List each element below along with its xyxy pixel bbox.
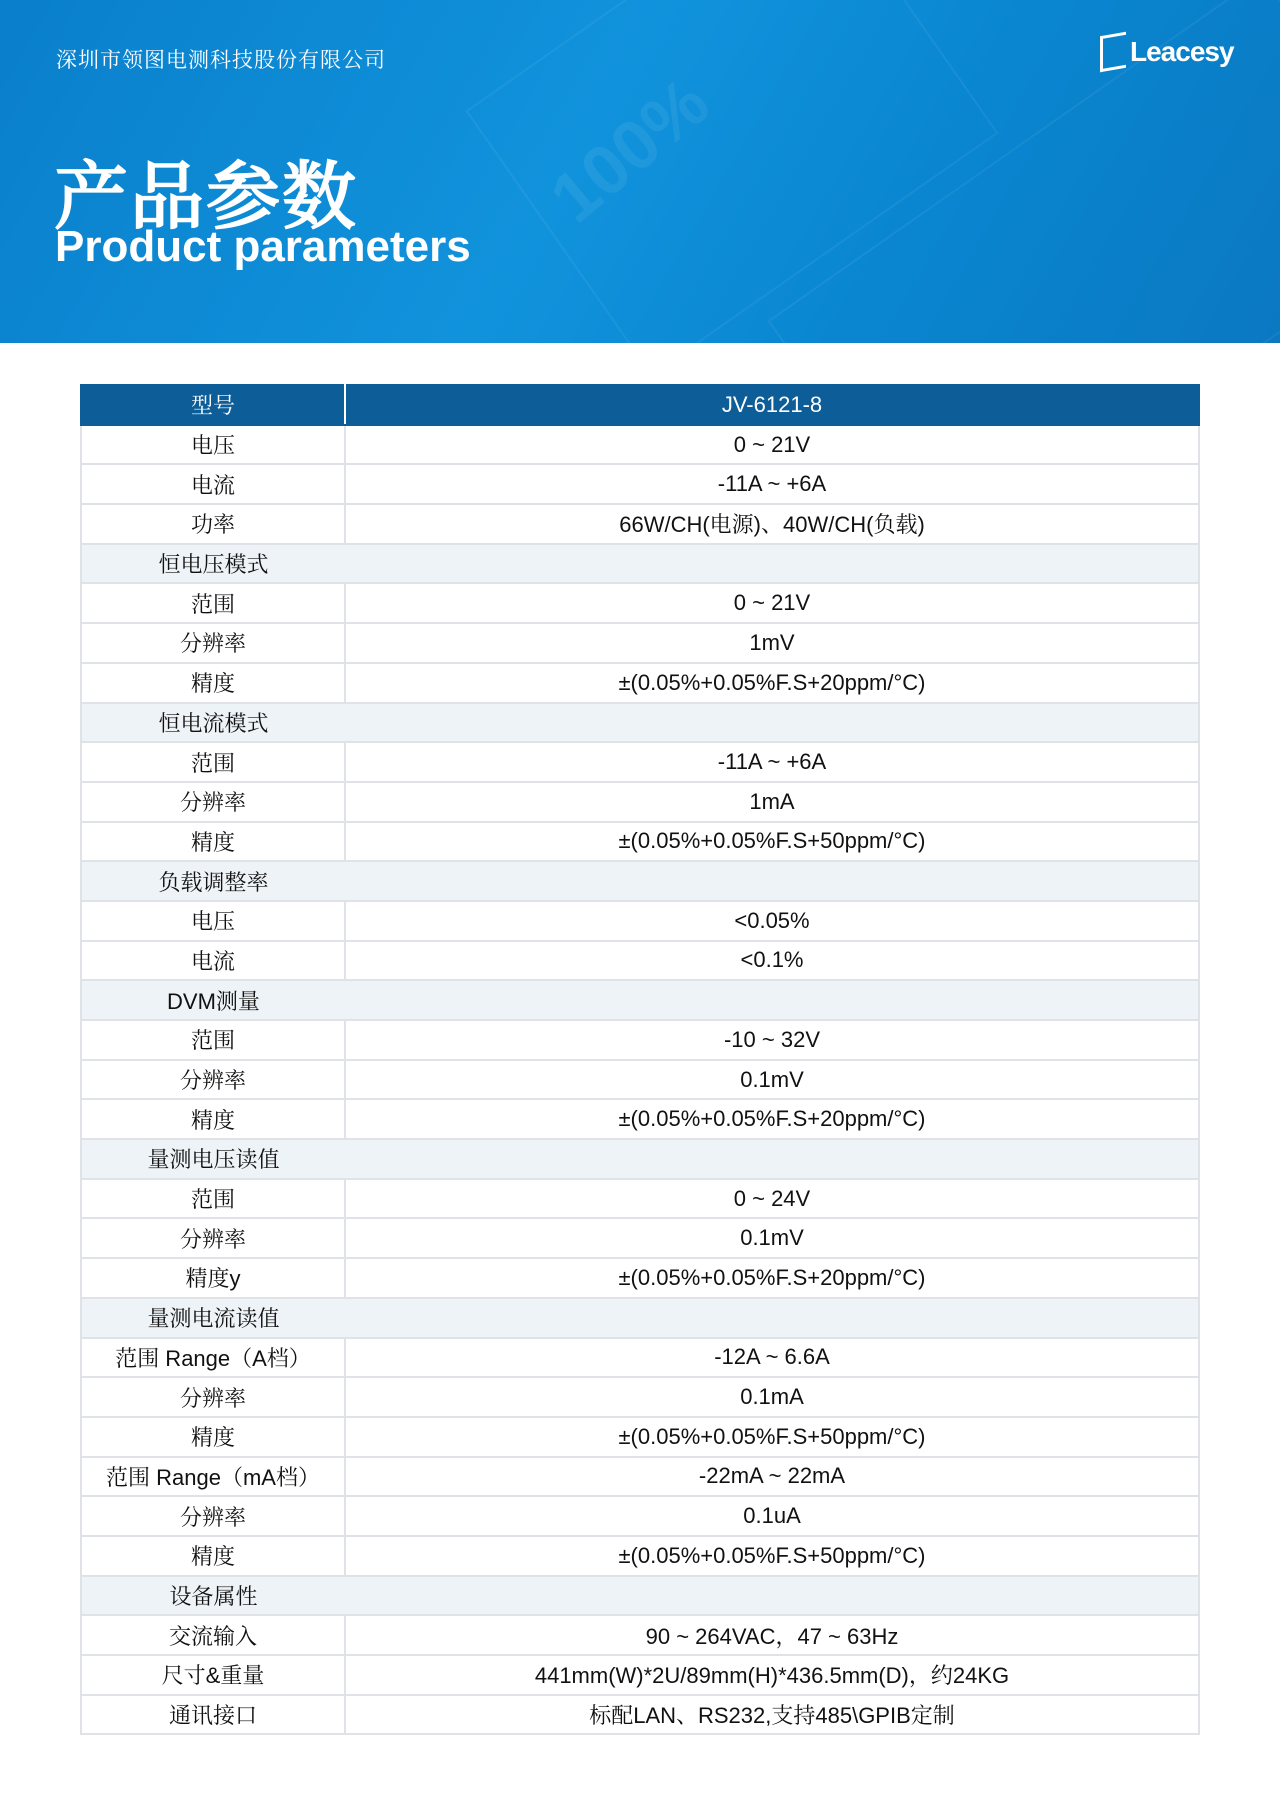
spec-value: 441mm(W)*2U/89mm(H)*436.5mm(D)，约24KG <box>345 1655 1199 1695</box>
table-row <box>81 464 1199 504</box>
spec-key: 精度 <box>81 1536 345 1576</box>
spec-value: <0.1% <box>345 941 1199 981</box>
spec-value <box>345 1576 1199 1616</box>
spec-value <box>345 703 1199 743</box>
header-value: JV-6121-8 <box>345 385 1199 425</box>
spec-value <box>345 861 1199 901</box>
table-row <box>81 1338 1199 1378</box>
spec-value: -12A ~ 6.6A <box>345 1338 1199 1378</box>
spec-value <box>345 544 1199 584</box>
table-row <box>81 425 1199 465</box>
spec-key: 精度 <box>81 1099 345 1139</box>
table-row <box>81 1496 1199 1536</box>
spec-key: 电压 <box>81 901 345 941</box>
table-row <box>81 1060 1199 1100</box>
spec-value: 66W/CH(电源)、40W/CH(负载) <box>345 504 1199 544</box>
spec-key: 精度 <box>81 822 345 862</box>
brand-logo <box>1100 34 1234 70</box>
company-name: 深圳市领图电测科技股份有限公司 <box>56 49 386 72</box>
section-title: 量测电流读值 <box>81 1298 345 1338</box>
spec-key: 分辨率 <box>81 623 345 663</box>
spec-key: 电压 <box>81 425 345 465</box>
table-row <box>81 1179 1199 1219</box>
table-row <box>81 1258 1199 1298</box>
table-row <box>81 663 1199 703</box>
spec-key: 交流输入 <box>81 1615 345 1655</box>
spec-value: ±(0.05%+0.05%F.S+20ppm/°C) <box>345 663 1199 703</box>
spec-value <box>345 1139 1199 1179</box>
spec-key: 电流 <box>81 464 345 504</box>
section-row <box>81 544 1199 584</box>
logo-icon <box>1100 32 1126 73</box>
spec-key: 功率 <box>81 504 345 544</box>
table-row <box>81 1536 1199 1576</box>
spec-value: 0.1uA <box>345 1496 1199 1536</box>
spec-table <box>80 384 1200 1735</box>
spec-value: -11A ~ +6A <box>345 464 1199 504</box>
table-row <box>81 941 1199 981</box>
spec-key: 尺寸&重量 <box>81 1655 345 1695</box>
watermark-graphic: 100% <box>535 62 724 238</box>
spec-key: 范围 <box>81 742 345 782</box>
spec-key: 分辨率 <box>81 1377 345 1417</box>
spec-value: 1mV <box>345 623 1199 663</box>
spec-value: 0 ~ 21V <box>345 583 1199 623</box>
table-row <box>81 583 1199 623</box>
spec-key: 精度y <box>81 1258 345 1298</box>
section-row <box>81 1298 1199 1338</box>
spec-value: -10 ~ 32V <box>345 1020 1199 1060</box>
spec-value: ±(0.05%+0.05%F.S+50ppm/°C) <box>345 1417 1199 1457</box>
spec-value: 0.1mV <box>345 1060 1199 1100</box>
spec-key: 分辨率 <box>81 1218 345 1258</box>
section-title: 量测电压读值 <box>81 1139 345 1179</box>
section-row <box>81 980 1199 1020</box>
table-row <box>81 1655 1199 1695</box>
spec-value: ±(0.05%+0.05%F.S+50ppm/°C) <box>345 1536 1199 1576</box>
spec-value: <0.05% <box>345 901 1199 941</box>
table-row <box>81 504 1199 544</box>
page-title-cn: 产品参数 <box>54 155 358 238</box>
table-row <box>81 1615 1199 1655</box>
logo-text: Leacesy <box>1130 36 1234 67</box>
spec-key: 通讯接口 <box>81 1695 345 1735</box>
spec-value: ±(0.05%+0.05%F.S+20ppm/°C) <box>345 1258 1199 1298</box>
header-banner <box>0 0 1280 343</box>
spec-value: -22mA ~ 22mA <box>345 1457 1199 1497</box>
header-key: 型号 <box>81 385 345 425</box>
section-title: 恒电压模式 <box>81 544 345 584</box>
table-row <box>81 623 1199 663</box>
spec-key: 范围 <box>81 583 345 623</box>
table-row <box>81 1457 1199 1497</box>
section-row <box>81 861 1199 901</box>
section-row <box>81 1139 1199 1179</box>
section-row <box>81 1576 1199 1616</box>
table-row <box>81 901 1199 941</box>
spec-key: 范围 <box>81 1179 345 1219</box>
spec-key: 分辨率 <box>81 782 345 822</box>
page-title-en: Product parameters <box>55 222 471 271</box>
section-title: 负载调整率 <box>81 861 345 901</box>
spec-key: 范围 Range（mA档） <box>81 1457 345 1497</box>
spec-value: ±(0.05%+0.05%F.S+20ppm/°C) <box>345 1099 1199 1139</box>
spec-key: 精度 <box>81 1417 345 1457</box>
table-row <box>81 1377 1199 1417</box>
table-row <box>81 1417 1199 1457</box>
spec-key: 精度 <box>81 663 345 703</box>
table-row <box>81 1020 1199 1060</box>
section-title: 恒电流模式 <box>81 703 345 743</box>
section-title: DVM测量 <box>81 980 345 1020</box>
spec-value <box>345 980 1199 1020</box>
spec-value: -11A ~ +6A <box>345 742 1199 782</box>
spec-key: 范围 Range（A档） <box>81 1338 345 1378</box>
spec-key: 电流 <box>81 941 345 981</box>
spec-value: 标配LAN、RS232,支持485\GPIB定制 <box>345 1695 1199 1735</box>
table-row <box>81 1695 1199 1735</box>
spec-value: 90 ~ 264VAC，47 ~ 63Hz <box>345 1615 1199 1655</box>
table-row <box>81 822 1199 862</box>
spec-value: 0 ~ 21V <box>345 425 1199 465</box>
spec-key: 分辨率 <box>81 1496 345 1536</box>
spec-value: 0 ~ 24V <box>345 1179 1199 1219</box>
spec-value: 0.1mA <box>345 1377 1199 1417</box>
table-row <box>81 742 1199 782</box>
spec-value <box>345 1298 1199 1338</box>
table-row <box>81 1099 1199 1139</box>
table-row <box>81 1218 1199 1258</box>
section-row <box>81 703 1199 743</box>
spec-value: 0.1mV <box>345 1218 1199 1258</box>
spec-key: 分辨率 <box>81 1060 345 1100</box>
spec-key: 范围 <box>81 1020 345 1060</box>
spec-value: ±(0.05%+0.05%F.S+50ppm/°C) <box>345 822 1199 862</box>
spec-value: 1mA <box>345 782 1199 822</box>
table-header-row <box>81 385 1199 425</box>
table-row <box>81 782 1199 822</box>
section-title: 设备属性 <box>81 1576 345 1616</box>
